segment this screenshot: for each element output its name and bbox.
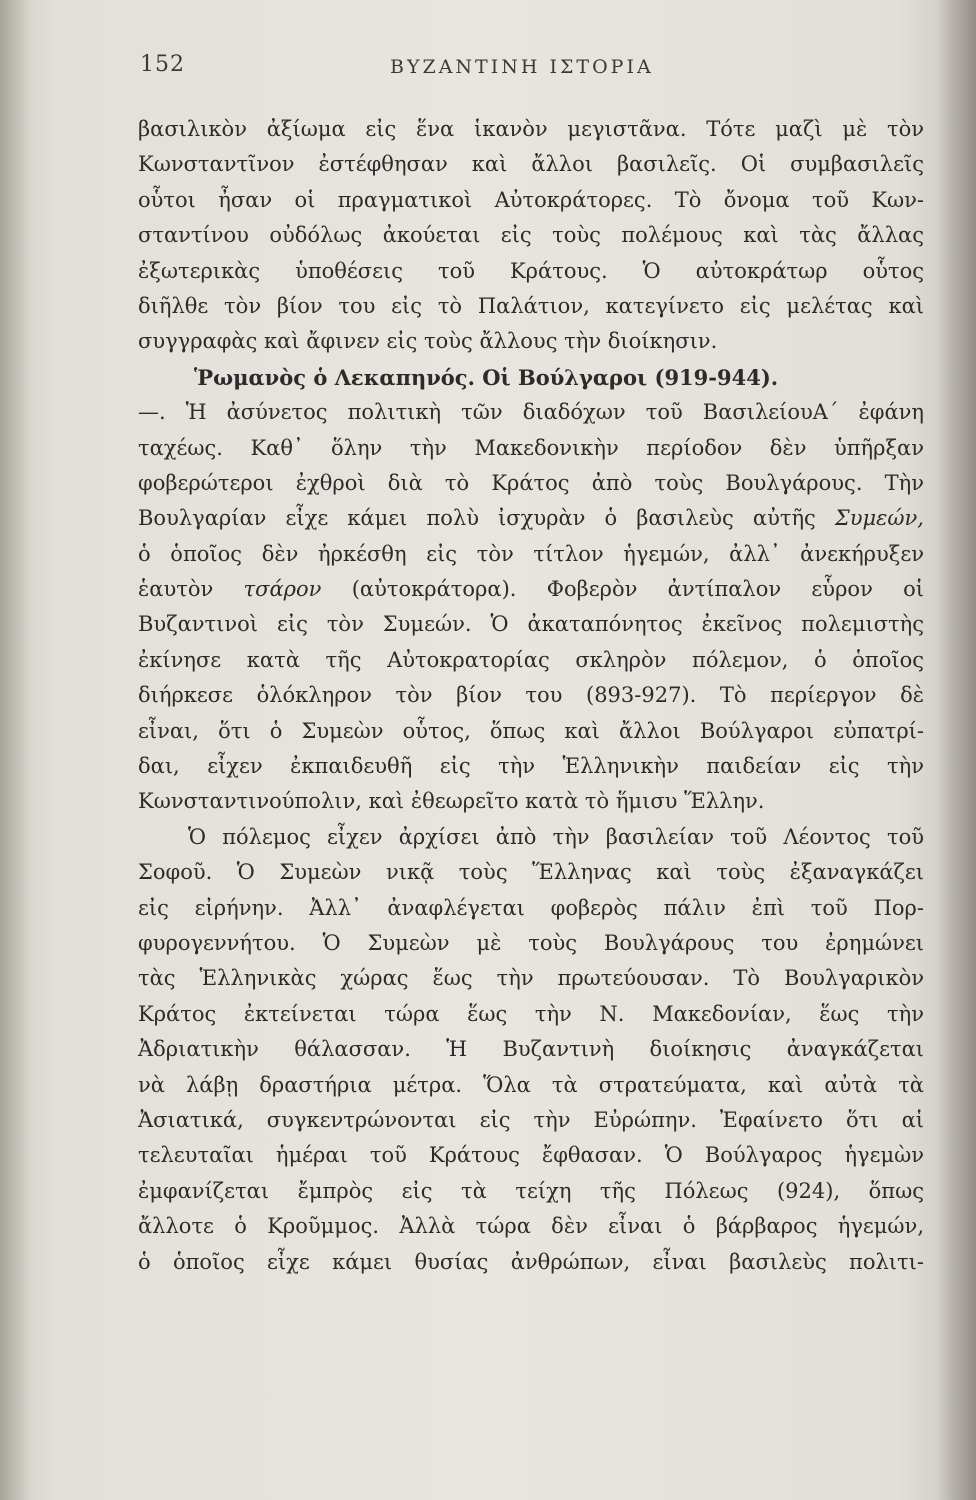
text-fragment: Βουλγαρίαν εἶχε κάμει πολὺ ἰσχυρὰν ὁ βασιλεὺς αὐτῆς bbox=[138, 506, 816, 531]
text-line: φοβερώτεροι ἐχθροὶ διὰ τὸ Κράτος ἀπὸ τοὺς Βουλγάρους. Τὴν bbox=[138, 470, 924, 495]
emphasized-term: τσάρον bbox=[243, 577, 322, 602]
text-line: ταχέως. Καθ᾽ ὅλην τὴν Μακεδονικὴν περίοδον δὲν ὑπῆρξαν bbox=[138, 435, 924, 460]
text-fragment: (αὐτοκράτορα). Φοβερὸν ἀντίπαλον εὗρον οἱ bbox=[351, 577, 924, 602]
page-gutter-shadow bbox=[0, 0, 30, 1500]
text-line: φυρογεννήτου. Ὁ Συμεὼν μὲ τοὺς Βουλγάρους του ἐρημώνει bbox=[138, 930, 924, 955]
text-line: σταντίνου οὐδόλως ἀκούεται εἰς τοὺς πολέμους καὶ τὰς ἄλλας bbox=[138, 223, 924, 248]
text-line: ὁ ὁποῖος δὲν ἠρκέσθη εἰς τὸν τίτλον ἡγεμών, ἀλλ᾽ ἀνεκήρυξεν bbox=[138, 541, 924, 566]
text-line: Ἀσιατικά, συγκεντρώνονται εἰς τὴν Εὐρώπην. Ἐφαίνετο ὅτι αἱ bbox=[138, 1107, 924, 1132]
page-number: 152 bbox=[140, 52, 185, 77]
text-line: βασιλικὸν ἀξίωμα εἰς ἕνα ἱκανὸν μεγιστᾶνα. Τότε μαζὶ μὲ τὸν bbox=[138, 117, 924, 141]
text-line: ἐκίνησε κατὰ τῆς Αὐτοκρατορίας σκληρὸν πόλεμον, ὁ ὁποῖος bbox=[138, 647, 924, 672]
text-line: ὁ ὁποῖος εἶχε κάμει θυσίας ἀνθρώπων, εἶναι βασιλεὺς πολιτι- bbox=[138, 1249, 924, 1274]
text-line: διήρκεσε ὁλόκληρον τὸν βίον του (893-927). Τὸ περίεργον δὲ bbox=[138, 683, 924, 708]
text-line: Κωνσταντῖνον ἐστέφθησαν καὶ ἄλλοι βασιλεῖς. Οἱ συμβασιλεῖς bbox=[138, 152, 924, 177]
section-heading: Ῥωμανὸς ὁ Λεκαπηνός. Οἱ Βούλγαροι (919-944). bbox=[194, 364, 779, 390]
text-line: Ὁ πόλεμος εἶχεν ἀρχίσει ἀπὸ τὴν βασιλείαν τοῦ Λέοντος τοῦ bbox=[188, 824, 924, 849]
text-line: ἐμφανίζεται ἔμπρὸς εἰς τὰ τείχη τῆς Πόλεως (924), ὅπως bbox=[138, 1178, 924, 1203]
text-line: εἶναι, ὅτι ὁ Συμεὼν οὗτος, ὅπως καὶ ἄλλοι Βούλγαροι εὐπατρί- bbox=[138, 718, 924, 743]
text-fragment: ἑαυτὸν bbox=[138, 577, 214, 602]
emphasized-name: Συμεών, bbox=[834, 506, 924, 531]
text-line: —. Ἡ ἀσύνετος πολιτικὴ τῶν διαδόχων τοῦ ΒασιλείουΑ΄ ἐφάνη bbox=[138, 400, 924, 425]
text-line bbox=[138, 572, 924, 607]
text-line: Ἀδριατικὴν θάλασσαν. Ἡ Βυζαντινὴ διοίκησις ἀναγκάζεται bbox=[138, 1037, 924, 1062]
page-edge-shadow bbox=[936, 0, 976, 1500]
text-line bbox=[138, 501, 924, 536]
text-line: εἰς εἰρήνην. Ἀλλ᾽ ἀναφλέγεται φοβερὸς πάλιν ἐπὶ τοῦ Πορ- bbox=[138, 895, 924, 920]
text-line: ἐξωτερικὰς ὑποθέσεις τοῦ Κράτους. Ὁ αὐτοκράτωρ οὗτος bbox=[138, 258, 924, 283]
page-header bbox=[140, 52, 924, 88]
text-line: οὗτοι ἦσαν οἱ πραγματικοὶ Αὐτοκράτορες. Τὸ ὄνομα τοῦ Κων- bbox=[138, 187, 924, 212]
body-text bbox=[138, 112, 924, 1280]
running-head: ΒΥΖΑΝΤΙΝΗ ΙΣΤΟΡΙΑ bbox=[390, 56, 654, 78]
text-line: τὰς Ἑλληνικὰς χώρας ἕως τὴν πρωτεύουσαν. Τὸ Βουλγαρικὸν bbox=[138, 966, 924, 991]
text-line: συγγραφὰς καὶ ἄφινεν εἰς τοὺς ἄλλους τὴν διοίκησιν. bbox=[138, 329, 718, 354]
text-line: Σοφοῦ. Ὁ Συμεὼν νικᾷ τοὺς Ἕλληνας καὶ τοὺς ἐξαναγκάζει bbox=[138, 860, 924, 885]
text-line: δαι, εἶχεν ἐκπαιδευθῆ εἰς τὴν Ἑλληνικὴν παιδείαν εἰς τὴν bbox=[138, 754, 924, 779]
text-line: νὰ λάβῃ δραστήρια μέτρα. Ὅλα τὰ στρατεύματα, καὶ αὐτὰ τὰ bbox=[138, 1072, 924, 1097]
text-line: διῆλθε τὸν βίον του εἰς τὸ Παλάτιον, κατεγίνετο εἰς μελέτας καὶ bbox=[138, 293, 924, 318]
text-line: Βυζαντινοὶ εἰς τὸν Συμεών. Ὁ ἀκαταπόνητος ἐκεῖνος πολεμιστὴς bbox=[138, 612, 924, 637]
text-line: ἄλλοτε ὁ Κροῦμμος. Ἀλλὰ τώρα δὲν εἶναι ὁ βάρβαρος ἡγεμών, bbox=[138, 1214, 924, 1239]
text-line: τελευταῖαι ἡμέραι τοῦ Κράτους ἔφθασαν. Ὁ Βούλγαρος ἡγεμὼν bbox=[138, 1143, 924, 1168]
text-line: Κωνσταντινούπολιν, καὶ ἐθεωρεῖτο κατὰ τὸ ἥμισυ Ἕλλην. bbox=[138, 789, 765, 814]
text-line: Κράτος ἐκτείνεται τώρα ἕως τὴν Ν. Μακεδονίαν, ἕως τὴν bbox=[138, 1001, 924, 1026]
